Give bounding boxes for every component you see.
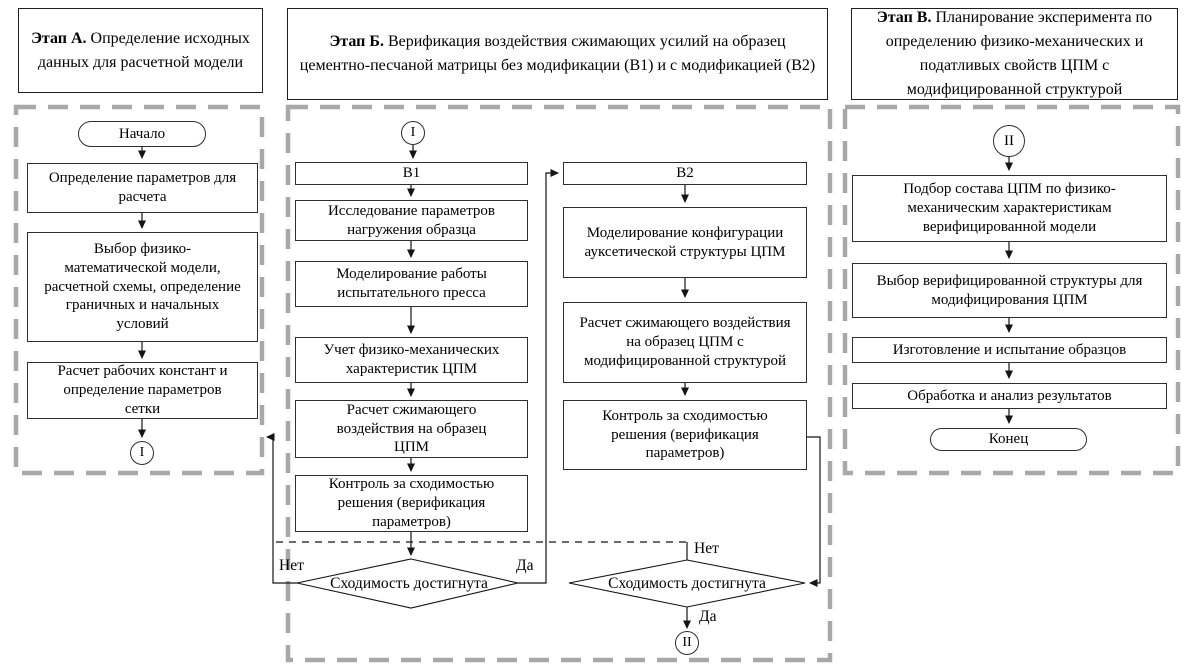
stage-b-header [287, 8, 828, 100]
process-b1-1: Исследование параметров нагружения образца [295, 200, 528, 241]
end-terminator: Конец [930, 428, 1087, 451]
process-c3: Изготовление и испытание образцов [852, 337, 1167, 363]
process-a3: Расчет рабочих констант и определение параметров сетки [27, 362, 258, 419]
process-b1-5: Контроль за сходимостью решения (верификация параметров) [295, 475, 528, 532]
b2-title-box: В2 [563, 162, 807, 185]
process-b1-4: Расчет сжимающего воздействия на образец ЦПМ [295, 400, 528, 458]
connector-I-a: I [130, 441, 154, 465]
stage-c-header [851, 8, 1178, 100]
decision2-no-label: Нет [694, 540, 719, 557]
stage-a-header-text: Определение исходных данных для расчетной модели [37, 29, 250, 71]
process-c4: Обработка и анализ результатов [852, 383, 1167, 409]
connector-II-c: II [993, 125, 1025, 157]
decision2-yes-label: Да [699, 608, 717, 625]
process-c1: Подбор состава ЦПМ по физико-механическим характеристикам верифицированной модели [852, 175, 1167, 242]
stage-c-header-stage: Этап В. [876, 9, 932, 26]
connector-II-b: II [675, 631, 699, 655]
process-b2-3: Контроль за сходимостью решения (верификация параметров) [563, 400, 807, 470]
decision2-text: Сходимость достигнута [608, 574, 766, 592]
process-b2-1: Моделирование конфигурации ауксетической структуры ЦПМ [563, 207, 807, 278]
start-terminator: Начало [78, 121, 206, 147]
process-b1-3: Учет физико-механических характеристик ЦПМ [295, 337, 528, 383]
stage-a-header [18, 8, 263, 93]
stage-a-header-stage: Этап А. [31, 29, 87, 47]
b1-title-box: В1 [295, 162, 528, 185]
stage-c-header-text: Планирование эксперимента по определению физико-механических и податливых свойств ЦПМ с модифицированной структурой [885, 9, 1153, 98]
stage-b-header-stage: Этап Б. [329, 33, 384, 50]
process-b1-2: Моделирование работы испытательного пресса [295, 261, 528, 307]
decision1-yes-label: Да [516, 557, 534, 574]
process-a1: Определение параметров для расчета [27, 163, 258, 213]
process-a2: Выбор физико-математической модели, расчетной схемы, определение граничных и начальных условий [27, 232, 258, 342]
decision1-no-label: Нет [279, 557, 304, 574]
process-b2-2: Расчет сжимающего воздействия на образец ЦПМ с модифицированной структурой [563, 302, 807, 383]
stage-b-header-text: Верификация воздействия сжимающих усилий на образец цементно-песчаной матрицы без модификации (В1) и с модификацией (В2) [299, 33, 816, 74]
process-c2: Выбор верифицированной структуры для модифицирования ЦПМ [852, 263, 1167, 318]
decision1-text: Сходимость достигнута [330, 574, 488, 592]
connector-I-b: I [401, 121, 425, 145]
